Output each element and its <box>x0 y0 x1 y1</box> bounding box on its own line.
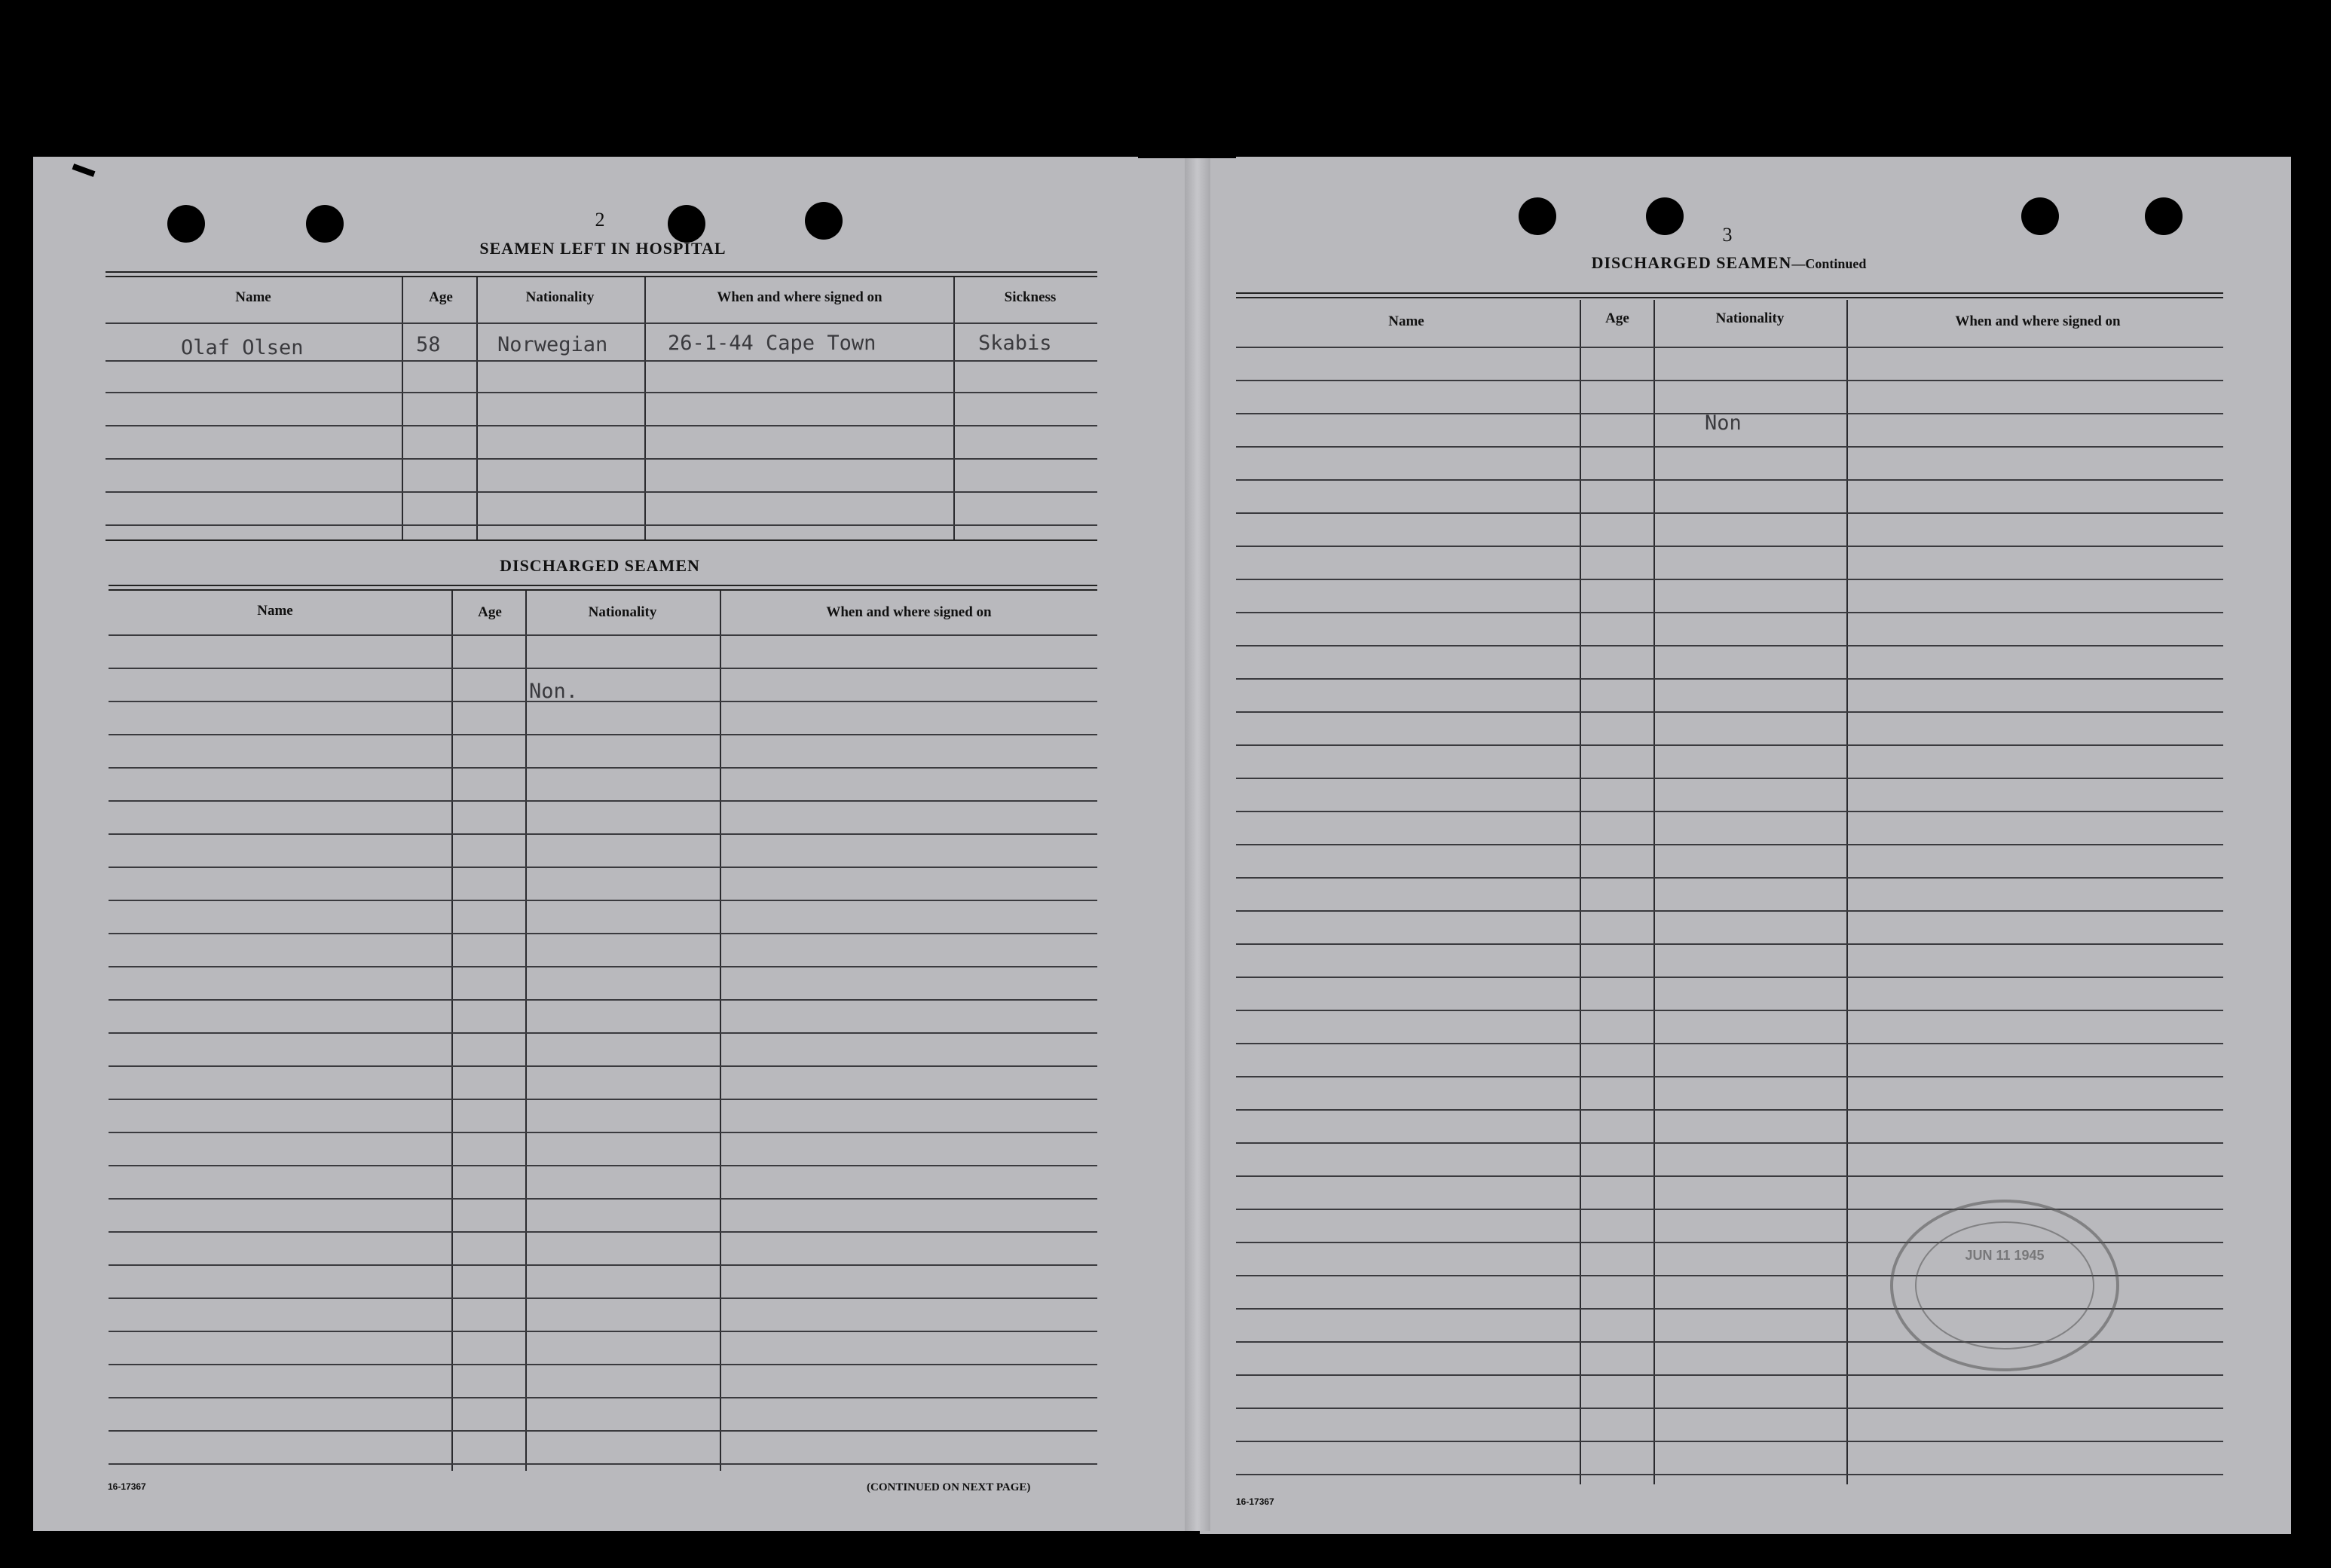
row-rule <box>109 966 1097 967</box>
stamp-date: 11 1945 <box>1996 1248 2045 1263</box>
punch-hole <box>306 205 344 243</box>
punch-hole <box>1519 197 1556 235</box>
column-divider <box>451 591 453 1471</box>
row-rule <box>109 634 1097 636</box>
column-header-age: Age <box>1605 310 1629 326</box>
discharged-section-title: DISCHARGED SEAMEN <box>500 556 700 575</box>
row-rule <box>109 1364 1097 1365</box>
form-code: 16-17367 <box>1236 1496 1274 1507</box>
row-rule <box>109 999 1097 1001</box>
column-header-nationality: Nationality <box>588 604 657 620</box>
row-rule <box>109 701 1097 702</box>
row-rule <box>109 1297 1097 1299</box>
row-rule <box>109 1463 1097 1465</box>
punch-hole <box>2145 197 2183 235</box>
typed-nationality: Non <box>1705 411 1742 435</box>
column-divider <box>476 277 478 539</box>
stamp-ring <box>1884 1189 2125 1377</box>
row-rule <box>1236 1109 2223 1111</box>
column-header-nationality: Nationality <box>1715 310 1785 326</box>
row-rule <box>1236 711 2223 713</box>
row-rule <box>1236 1076 2223 1077</box>
row-rule <box>1236 512 2223 514</box>
table-top-rule <box>1236 297 2223 298</box>
column-header-name: Name <box>257 603 293 619</box>
column-header-name: Name <box>1388 313 1424 329</box>
table-bottom-rule <box>106 539 1097 541</box>
column-header-name: Name <box>235 289 271 305</box>
page-tear <box>1138 149 1236 158</box>
column-divider <box>720 591 721 1471</box>
table-top-rule <box>109 585 1097 586</box>
punch-hole <box>1646 197 1684 235</box>
row-rule <box>109 1331 1097 1332</box>
immigration-stamp <box>1884 1189 2125 1377</box>
row-rule <box>109 1132 1097 1133</box>
row-rule <box>1236 678 2223 680</box>
row-rule <box>1236 645 2223 646</box>
row-rule <box>1236 1010 2223 1011</box>
hospital-section-title: SEAMEN LEFT IN HOSPITAL <box>479 239 727 258</box>
row-rule <box>1236 977 2223 978</box>
discharged-continued-title <box>1592 253 1867 273</box>
typed-name: Olaf Olsen <box>181 336 304 359</box>
typed-nationality: Norwegian <box>497 333 608 356</box>
row-rule <box>109 1231 1097 1233</box>
row-rule <box>109 900 1097 901</box>
column-divider <box>402 277 403 539</box>
punch-hole <box>2021 197 2059 235</box>
column-header-signed-on: When and where signed on <box>826 604 992 620</box>
row-rule <box>1236 877 2223 879</box>
table-top-rule <box>109 589 1097 591</box>
row-rule <box>109 1430 1097 1432</box>
row-rule <box>1236 579 2223 580</box>
column-header-age: Age <box>478 604 502 620</box>
row-rule <box>1236 546 2223 547</box>
column-header-signed-on: When and where signed on <box>717 289 883 305</box>
stamp-month: JUN <box>1965 1248 1993 1263</box>
row-rule <box>1236 1408 2223 1409</box>
column-divider <box>1653 300 1655 1484</box>
row-rule <box>109 767 1097 769</box>
row-rule <box>109 833 1097 835</box>
row-rule <box>1236 778 2223 779</box>
page-number: 3 <box>1722 224 1733 246</box>
table-top-rule <box>106 276 1097 277</box>
row-rule <box>1236 347 2223 348</box>
row-rule <box>1236 844 2223 845</box>
row-rule <box>1236 1474 2223 1475</box>
row-rule <box>109 800 1097 802</box>
row-rule <box>106 524 1097 526</box>
left-page <box>33 157 1200 1531</box>
punch-hole <box>668 205 705 243</box>
row-rule <box>1236 811 2223 812</box>
header-rule <box>106 322 1097 324</box>
row-rule <box>106 360 1097 362</box>
table-top-rule <box>106 271 1097 273</box>
column-header-signed-on: When and where signed on <box>1955 313 2121 329</box>
row-rule <box>106 458 1097 460</box>
row-rule <box>109 1165 1097 1166</box>
column-divider <box>525 591 527 1471</box>
row-rule <box>109 734 1097 735</box>
typed-signed-on: 26-1-44 Cape Town <box>668 332 876 355</box>
typed-nationality: Non. <box>529 680 579 703</box>
row-rule <box>1236 380 2223 381</box>
row-rule <box>1236 1142 2223 1144</box>
row-rule <box>109 1198 1097 1200</box>
row-rule <box>109 668 1097 669</box>
row-rule <box>109 1032 1097 1034</box>
column-divider <box>1846 300 1848 1484</box>
title-main: DISCHARGED SEAMEN <box>1591 253 1792 272</box>
column-divider <box>644 277 646 539</box>
row-rule <box>1236 910 2223 912</box>
punch-hole <box>167 205 205 243</box>
form-code: 16-17367 <box>108 1481 146 1492</box>
title-suffix: —Continued <box>1791 256 1867 271</box>
table-top-rule <box>1236 292 2223 294</box>
row-rule <box>109 1065 1097 1067</box>
row-rule <box>109 1264 1097 1266</box>
column-header-nationality: Nationality <box>525 289 595 305</box>
row-rule <box>1236 744 2223 746</box>
row-rule <box>1236 1043 2223 1044</box>
column-divider <box>1580 300 1581 1484</box>
page-number: 2 <box>595 209 605 231</box>
row-rule <box>109 933 1097 934</box>
row-rule <box>106 491 1097 493</box>
typed-age: 58 <box>416 333 441 356</box>
right-page <box>1200 157 2291 1534</box>
column-divider <box>953 277 955 539</box>
row-rule <box>1236 1441 2223 1442</box>
row-rule <box>1236 479 2223 481</box>
row-rule <box>106 425 1097 426</box>
row-rule <box>109 867 1097 868</box>
page-fold <box>1185 158 1210 1531</box>
column-header-sickness: Sickness <box>1004 289 1057 305</box>
row-rule <box>1236 1175 2223 1177</box>
column-header-age: Age <box>429 289 453 305</box>
punch-hole <box>805 202 843 240</box>
row-rule <box>1236 612 2223 613</box>
row-rule <box>1236 943 2223 945</box>
row-rule <box>109 1099 1097 1100</box>
row-rule <box>1236 446 2223 448</box>
continued-note: (CONTINUED ON NEXT PAGE) <box>867 1481 1031 1493</box>
row-rule <box>109 1397 1097 1398</box>
row-rule <box>106 392 1097 393</box>
typed-sickness: Skabis <box>978 332 1052 355</box>
